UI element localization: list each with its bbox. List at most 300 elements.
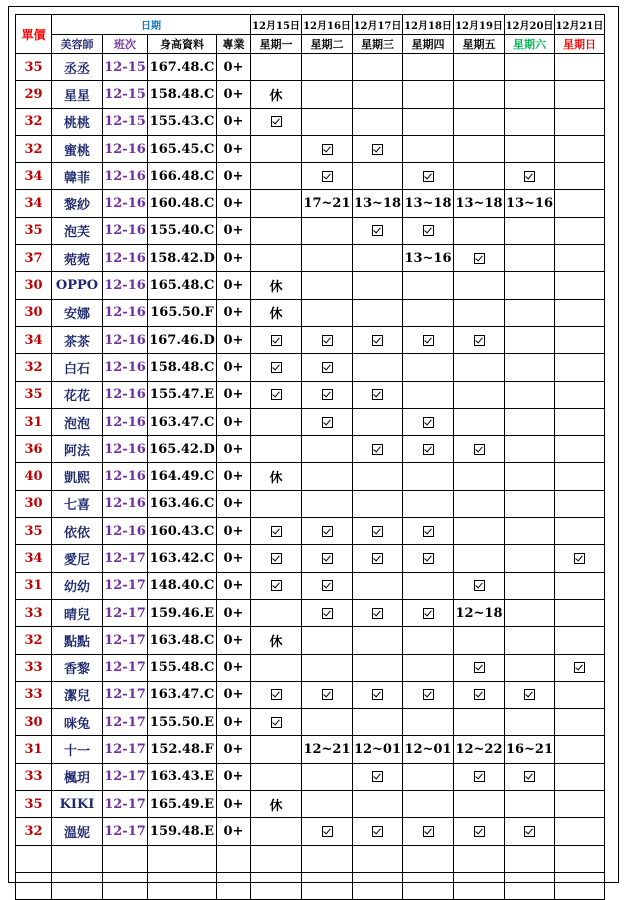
day-cell [555, 245, 605, 272]
table-row [16, 354, 605, 381]
table-row [16, 572, 605, 599]
profile-cell: 165.49.E [148, 791, 217, 818]
checkbox-icon [372, 553, 383, 564]
day-cell [251, 54, 302, 81]
check-cell [454, 572, 505, 599]
profile-cell: 155.43.C [148, 108, 217, 135]
day-cell [403, 354, 454, 381]
checkbox-icon [322, 689, 333, 700]
day-cell [454, 490, 505, 517]
class-cell: 12-17 [103, 818, 148, 845]
checkbox-icon [271, 689, 282, 700]
stylist-name: 晴兒 [52, 599, 103, 626]
stylist-name: 七喜 [52, 490, 103, 517]
day-cell [555, 163, 605, 190]
check-cell [302, 163, 353, 190]
stylist-name: 泡泡 [52, 408, 103, 435]
table-row [16, 108, 605, 135]
date-col-5: 12月19日 [454, 15, 505, 35]
check-cell [353, 518, 403, 545]
pro-cell: 0+ [217, 490, 251, 517]
day-cell [251, 163, 302, 190]
pro-cell: 0+ [217, 572, 251, 599]
class-cell: 12-16 [103, 354, 148, 381]
profile-cell: 167.46.D [148, 326, 217, 353]
day-cell [353, 108, 403, 135]
day-cell [555, 326, 605, 353]
price-cell: 37 [16, 245, 52, 272]
checkbox-icon [322, 144, 333, 155]
stylist-name: 花花 [52, 381, 103, 408]
pro-cell: 0+ [217, 163, 251, 190]
pro-cell: 0+ [217, 818, 251, 845]
day-cell [353, 463, 403, 490]
day-value: 13~18 [353, 190, 403, 217]
checkbox-icon [574, 553, 585, 564]
header-row-dates [16, 15, 605, 35]
table-row [16, 272, 605, 299]
day-cell [454, 272, 505, 299]
day-cell [403, 54, 454, 81]
checkbox-icon [423, 444, 434, 455]
class-cell: 12-16 [103, 490, 148, 517]
price-cell: 32 [16, 818, 52, 845]
day-cell [555, 490, 605, 517]
day-cell [505, 108, 555, 135]
table-row [16, 627, 605, 654]
empty-cell [353, 845, 403, 872]
profile-cell: 159.48.E [148, 818, 217, 845]
checkbox-icon [322, 417, 333, 428]
day-cell [403, 490, 454, 517]
day-value: 12~01 [353, 736, 403, 763]
empty-cell [555, 845, 605, 872]
checkbox-icon [322, 171, 333, 182]
check-cell [555, 654, 605, 681]
date-header: 日期 [52, 15, 251, 35]
checkbox-icon [423, 526, 434, 537]
day-cell [454, 354, 505, 381]
profile-cell: 163.46.C [148, 490, 217, 517]
check-cell [353, 135, 403, 162]
profile-cell: 166.48.C [148, 163, 217, 190]
checkbox-icon [372, 225, 383, 236]
day-cell [555, 763, 605, 790]
checkbox-icon [271, 116, 282, 127]
stylist-name: 蜜桃 [52, 135, 103, 162]
class-cell: 12-16 [103, 190, 148, 217]
class-cell: 12-16 [103, 135, 148, 162]
checkbox-icon [574, 662, 585, 673]
check-cell [251, 709, 302, 736]
pro-cell: 0+ [217, 791, 251, 818]
day-value: 休 [251, 272, 302, 299]
day-cell [353, 709, 403, 736]
day-cell [403, 763, 454, 790]
class-cell: 12-15 [103, 54, 148, 81]
day-cell [302, 791, 353, 818]
profile-cell: 167.48.C [148, 54, 217, 81]
day-cell [454, 381, 505, 408]
empty-cell [217, 845, 251, 872]
pro-cell: 0+ [217, 108, 251, 135]
pro-cell: 0+ [217, 436, 251, 463]
day-cell [454, 81, 505, 108]
day-value: 休 [251, 791, 302, 818]
table-row [16, 163, 605, 190]
class-cell: 12-16 [103, 217, 148, 244]
pro-cell: 0+ [217, 736, 251, 763]
day-cell [353, 54, 403, 81]
pro-cell: 0+ [217, 135, 251, 162]
checkbox-icon [423, 171, 434, 182]
table-row [16, 791, 605, 818]
class-cell: 12-15 [103, 108, 148, 135]
profile-cell: 152.48.F [148, 736, 217, 763]
empty-row [16, 845, 605, 872]
empty-cell [251, 872, 302, 899]
class-cell: 12-17 [103, 791, 148, 818]
check-cell [403, 518, 454, 545]
checkbox-icon [474, 771, 485, 782]
class-cell: 12-17 [103, 572, 148, 599]
pro-cell: 0+ [217, 518, 251, 545]
table-row [16, 135, 605, 162]
day-cell [505, 272, 555, 299]
day-cell [454, 299, 505, 326]
profile-cell: 160.48.C [148, 190, 217, 217]
table-row [16, 81, 605, 108]
checkbox-icon [524, 826, 535, 837]
day-cell [454, 163, 505, 190]
check-cell [251, 381, 302, 408]
day-cell [555, 791, 605, 818]
check-cell [302, 599, 353, 626]
check-cell [302, 381, 353, 408]
checkbox-icon [372, 444, 383, 455]
price-cell: 32 [16, 108, 52, 135]
day-cell [403, 381, 454, 408]
day-cell [353, 163, 403, 190]
day-value: 12~21 [302, 736, 353, 763]
profile-cell: 165.42.D [148, 436, 217, 463]
check-cell [353, 326, 403, 353]
check-cell [251, 545, 302, 572]
table-row [16, 381, 605, 408]
stylist-name: 幼幼 [52, 572, 103, 599]
check-cell [302, 681, 353, 708]
day-cell [454, 54, 505, 81]
pro-cell: 0+ [217, 408, 251, 435]
class-cell: 12-17 [103, 599, 148, 626]
empty-cell [302, 845, 353, 872]
profile-cell: 160.43.C [148, 518, 217, 545]
day-cell [454, 627, 505, 654]
day-cell [251, 654, 302, 681]
price-cell: 35 [16, 217, 52, 244]
day-cell [505, 545, 555, 572]
class-cell: 12-17 [103, 736, 148, 763]
class-cell: 12-16 [103, 272, 148, 299]
stylist-name: 黎紗 [52, 190, 103, 217]
day-cell [403, 299, 454, 326]
stylist-name: 茶茶 [52, 326, 103, 353]
day-cell [555, 572, 605, 599]
table-row [16, 190, 605, 217]
table-row [16, 681, 605, 708]
checkbox-icon [322, 362, 333, 373]
day-cell [403, 108, 454, 135]
checkbox-icon [322, 826, 333, 837]
day-cell [403, 272, 454, 299]
check-cell [454, 818, 505, 845]
profile-cell: 158.48.C [148, 354, 217, 381]
checkbox-icon [322, 580, 333, 591]
day-cell [505, 436, 555, 463]
stylist-name: 依依 [52, 518, 103, 545]
weekday-3: 星期三 [353, 35, 403, 54]
day-cell [302, 245, 353, 272]
day-cell [505, 245, 555, 272]
day-cell [555, 518, 605, 545]
day-cell [555, 709, 605, 736]
day-cell [302, 709, 353, 736]
day-cell [403, 135, 454, 162]
stylist-name: 阿法 [52, 436, 103, 463]
date-col-6: 12月20日 [505, 15, 555, 35]
checkbox-icon [423, 225, 434, 236]
table-row [16, 217, 605, 244]
pro-cell: 0+ [217, 81, 251, 108]
day-value: 休 [251, 627, 302, 654]
profile-cell: 155.40.C [148, 217, 217, 244]
price-cell: 35 [16, 518, 52, 545]
pro-cell: 0+ [217, 272, 251, 299]
class-cell: 12-16 [103, 436, 148, 463]
class-cell: 12-17 [103, 545, 148, 572]
day-cell [454, 217, 505, 244]
price-cell: 34 [16, 326, 52, 353]
check-cell [403, 818, 454, 845]
day-value: 13~18 [403, 190, 454, 217]
price-cell: 30 [16, 709, 52, 736]
price-cell: 33 [16, 654, 52, 681]
day-cell [403, 709, 454, 736]
profile-cell: 163.47.C [148, 681, 217, 708]
checkbox-icon [372, 771, 383, 782]
day-cell [505, 518, 555, 545]
stylist-name: OPPO [52, 272, 103, 299]
checkbox-icon [474, 689, 485, 700]
class-cell: 12-17 [103, 627, 148, 654]
price-cell: 35 [16, 54, 52, 81]
check-cell [302, 135, 353, 162]
day-cell [505, 326, 555, 353]
checkbox-icon [372, 608, 383, 619]
table-row [16, 654, 605, 681]
day-cell [505, 709, 555, 736]
class-cell: 12-16 [103, 299, 148, 326]
empty-cell [353, 872, 403, 899]
checkbox-icon [423, 553, 434, 564]
pro-cell: 0+ [217, 709, 251, 736]
checkbox-icon [271, 389, 282, 400]
day-cell [505, 299, 555, 326]
price-cell: 32 [16, 627, 52, 654]
day-cell [353, 490, 403, 517]
checkbox-icon [322, 526, 333, 537]
table-row [16, 763, 605, 790]
day-cell [555, 463, 605, 490]
stylist-name: KIKI [52, 791, 103, 818]
class-cell: 12-16 [103, 463, 148, 490]
checkbox-icon [524, 689, 535, 700]
day-cell [505, 463, 555, 490]
stylist-header: 美容師 [52, 35, 103, 54]
day-cell [555, 354, 605, 381]
class-cell: 12-17 [103, 763, 148, 790]
check-cell [353, 818, 403, 845]
check-cell [403, 599, 454, 626]
profile-cell: 148.40.C [148, 572, 217, 599]
profile-cell: 163.42.C [148, 545, 217, 572]
price-cell: 34 [16, 545, 52, 572]
empty-cell [454, 845, 505, 872]
day-cell [302, 272, 353, 299]
check-cell [302, 572, 353, 599]
check-cell [302, 818, 353, 845]
check-cell [353, 436, 403, 463]
weekday-4: 星期四 [403, 35, 454, 54]
profile-cell: 158.42.D [148, 245, 217, 272]
profile-cell: 163.47.C [148, 408, 217, 435]
price-cell: 33 [16, 681, 52, 708]
day-cell [454, 791, 505, 818]
day-cell [454, 463, 505, 490]
checkbox-icon [322, 389, 333, 400]
day-cell [555, 381, 605, 408]
pro-cell: 0+ [217, 326, 251, 353]
stylist-name: 楓玥 [52, 763, 103, 790]
day-cell [505, 791, 555, 818]
stylist-name: 潔兒 [52, 681, 103, 708]
day-cell [251, 245, 302, 272]
table-row [16, 408, 605, 435]
date-col-3: 12月17日 [353, 15, 403, 35]
price-cell: 31 [16, 572, 52, 599]
class-cell: 12-17 [103, 709, 148, 736]
day-value: 休 [251, 81, 302, 108]
check-cell [454, 681, 505, 708]
day-cell [505, 490, 555, 517]
pro-cell: 0+ [217, 190, 251, 217]
price-cell: 33 [16, 763, 52, 790]
checkbox-icon [372, 144, 383, 155]
day-cell [353, 654, 403, 681]
check-cell [302, 545, 353, 572]
checkbox-icon [372, 335, 383, 346]
day-value: 16~21 [505, 736, 555, 763]
day-cell [454, 709, 505, 736]
pro-cell: 0+ [217, 54, 251, 81]
day-cell [555, 54, 605, 81]
check-cell [251, 326, 302, 353]
day-cell [251, 217, 302, 244]
check-cell [302, 326, 353, 353]
price-cell: 32 [16, 135, 52, 162]
pro-cell: 0+ [217, 599, 251, 626]
checkbox-icon [474, 253, 485, 264]
empty-cell [16, 845, 52, 872]
pro-cell: 0+ [217, 299, 251, 326]
check-cell [403, 681, 454, 708]
day-cell [505, 408, 555, 435]
day-cell [555, 408, 605, 435]
checkbox-icon [372, 826, 383, 837]
day-cell [251, 490, 302, 517]
profile-cell: 159.46.E [148, 599, 217, 626]
stylist-name: 愛尼 [52, 545, 103, 572]
empty-cell [505, 845, 555, 872]
empty-cell [555, 872, 605, 899]
empty-cell [454, 872, 505, 899]
day-cell [302, 763, 353, 790]
day-cell [302, 299, 353, 326]
day-cell [302, 436, 353, 463]
empty-row [16, 872, 605, 899]
stylist-name: 星星 [52, 81, 103, 108]
day-value: 12~22 [454, 736, 505, 763]
stylist-name: 溫妮 [52, 818, 103, 845]
table-row [16, 709, 605, 736]
day-cell [251, 763, 302, 790]
class-cell: 12-16 [103, 518, 148, 545]
pro-cell: 0+ [217, 654, 251, 681]
table-row [16, 463, 605, 490]
profile-cell: 158.48.C [148, 81, 217, 108]
check-cell [353, 217, 403, 244]
checkbox-icon [271, 580, 282, 591]
check-cell [403, 326, 454, 353]
checkbox-icon [372, 689, 383, 700]
stylist-name: 點點 [52, 627, 103, 654]
day-cell [403, 572, 454, 599]
day-value: 12~01 [403, 736, 454, 763]
empty-cell [217, 872, 251, 899]
table-row [16, 436, 605, 463]
day-cell [403, 627, 454, 654]
day-cell [353, 81, 403, 108]
day-cell [302, 217, 353, 244]
table-row [16, 54, 605, 81]
check-cell [505, 163, 555, 190]
day-cell [555, 190, 605, 217]
day-cell [505, 81, 555, 108]
day-cell [302, 654, 353, 681]
class-cell: 12-16 [103, 408, 148, 435]
profile-header: 身高資料 [148, 35, 217, 54]
day-cell [555, 299, 605, 326]
price-cell: 32 [16, 354, 52, 381]
day-cell [505, 572, 555, 599]
table-row [16, 545, 605, 572]
pro-cell: 0+ [217, 545, 251, 572]
checkbox-icon [322, 335, 333, 346]
check-cell [302, 518, 353, 545]
day-cell [353, 245, 403, 272]
header-row-labels [16, 35, 605, 54]
day-cell [302, 627, 353, 654]
